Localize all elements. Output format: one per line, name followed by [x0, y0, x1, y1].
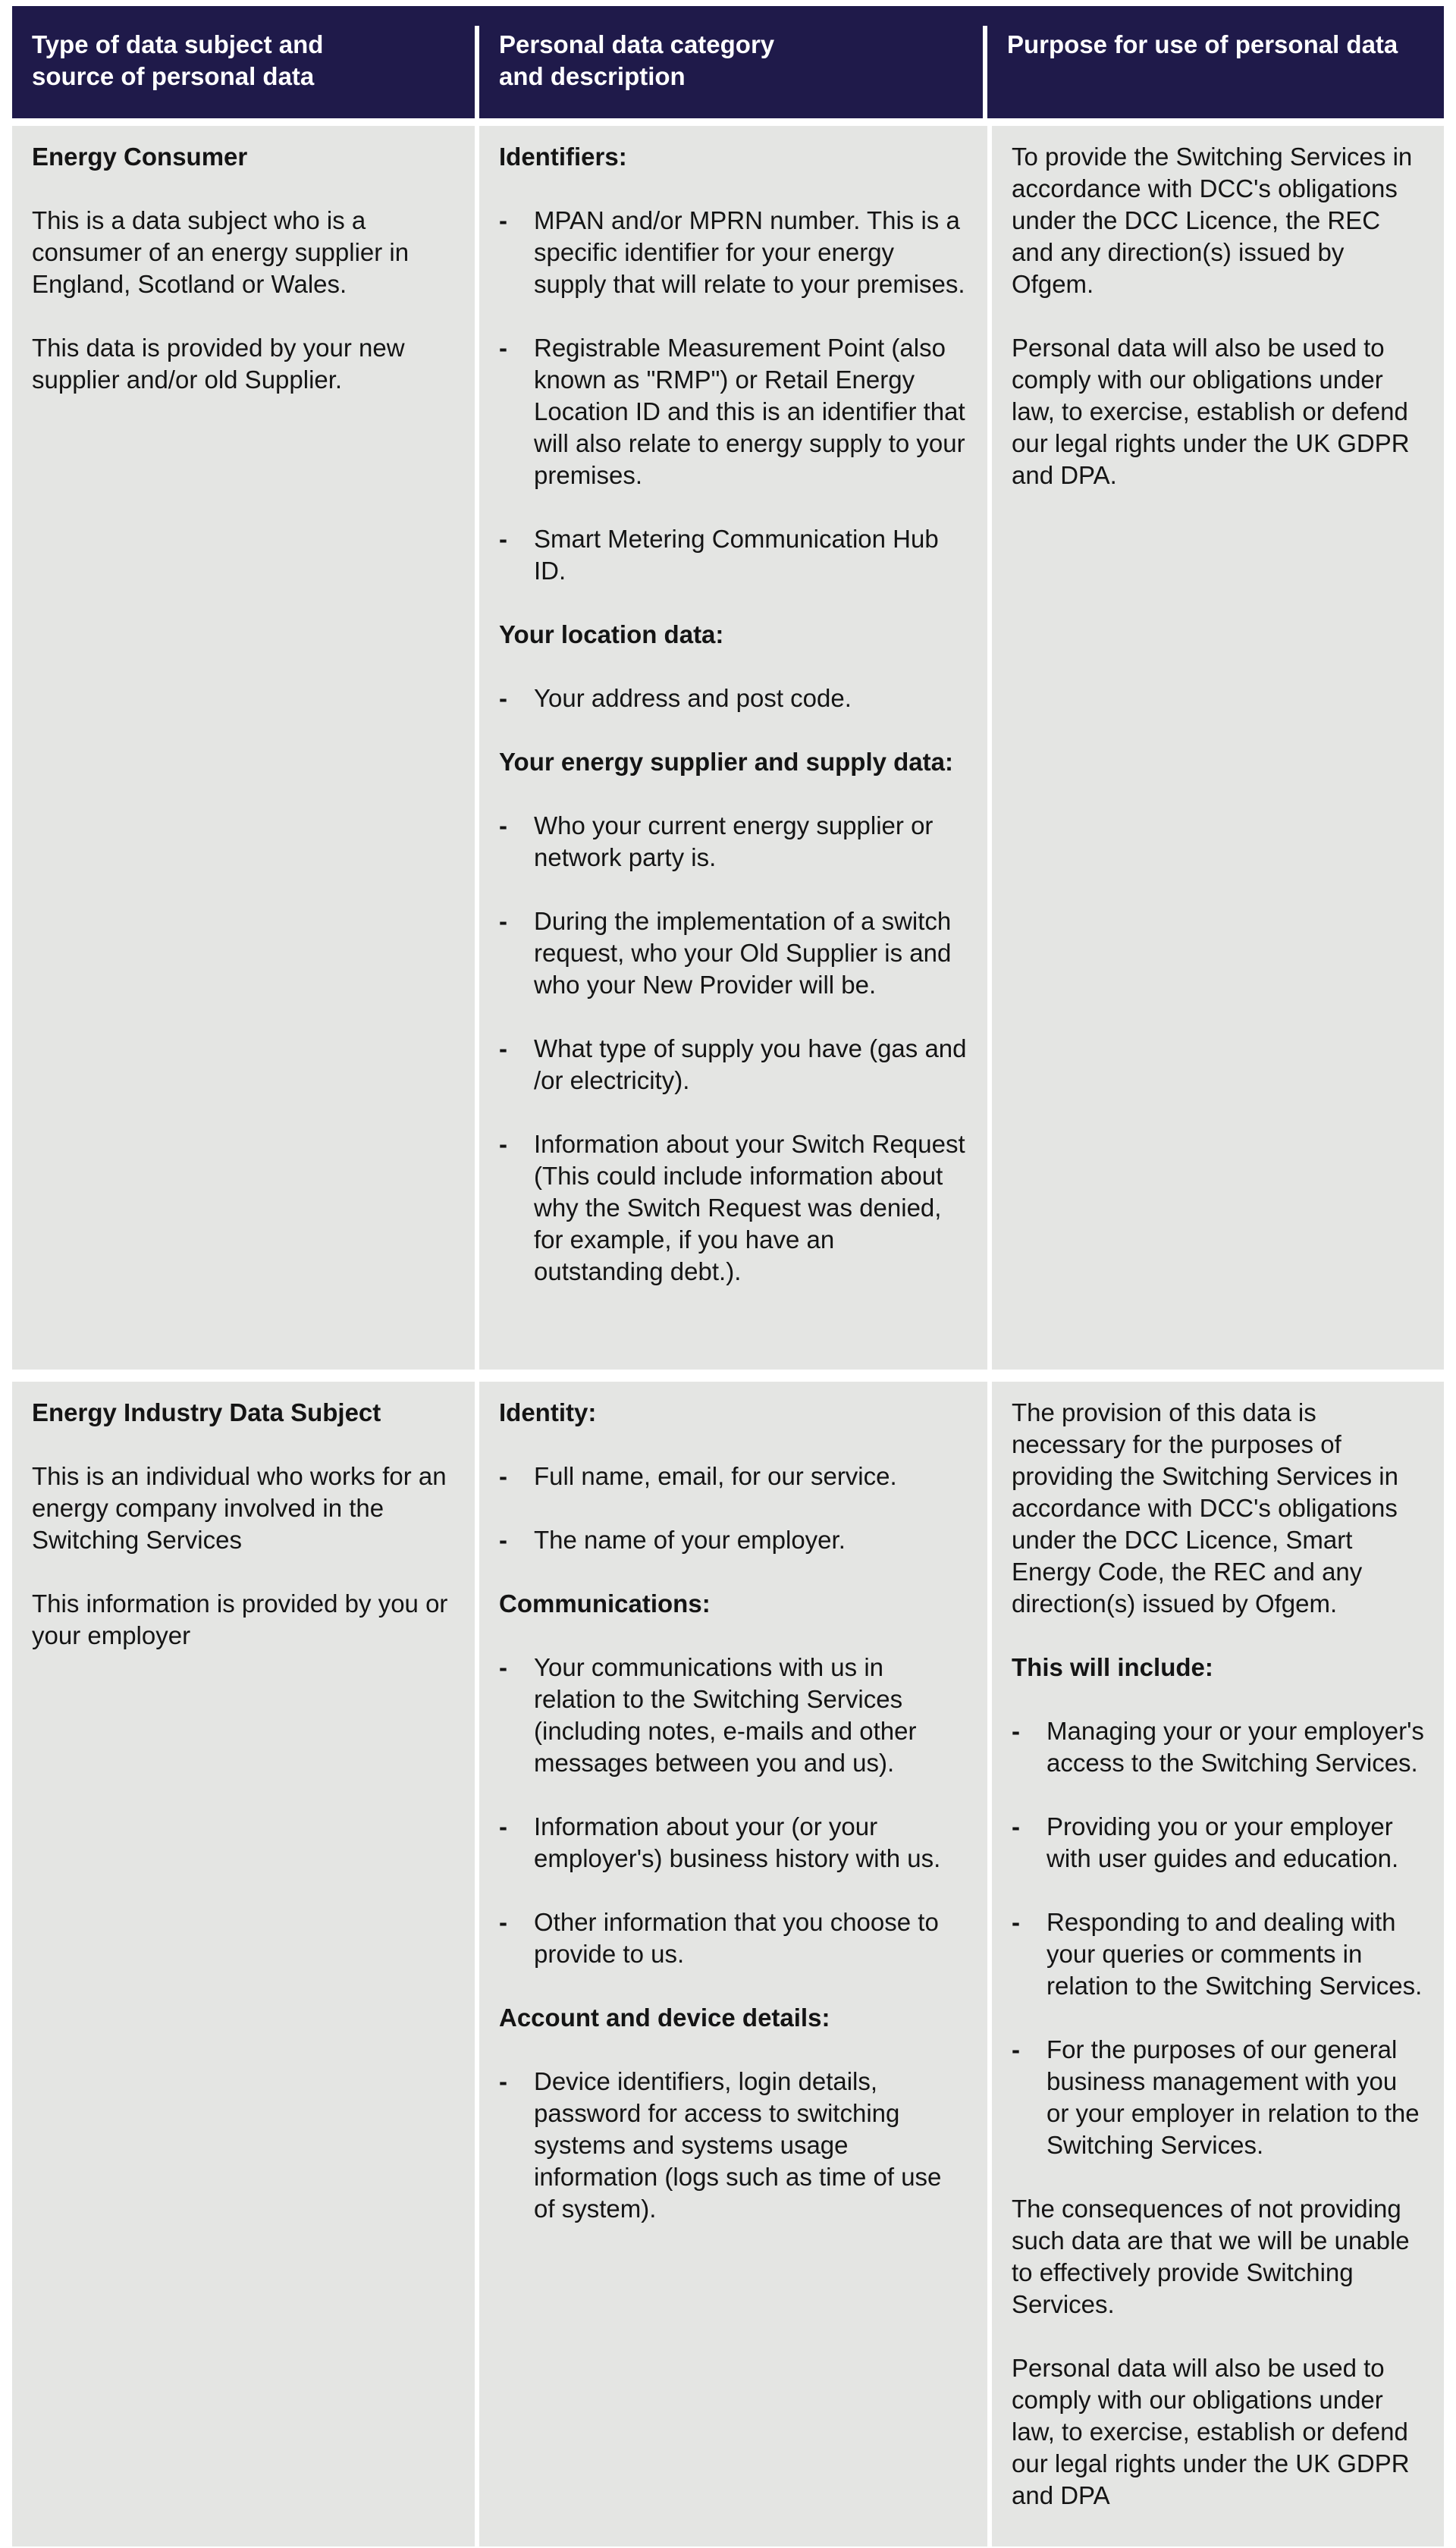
list-item: - Your communications with us in relation to the Switching Services (including notes, e-mails and other messages between you and us). — [499, 1653, 917, 1777]
subject-source: This data is provided by your new supplier and/or old Supplier. — [32, 334, 405, 394]
subject-title: Energy Consumer — [32, 143, 248, 171]
purpose-paragraph: To provide the Switching Services in accordance with DCC's obligations under the DCC Licence, the REC and any direction(s) issued by Ofgem. — [1012, 143, 1413, 298]
purpose-paragraph: Personal data will also be used to comply with our obligations under law, to exercise, establish or defend our legal rights under the UK GDPR and DPA. — [1012, 334, 1410, 489]
table-row — [12, 1382, 1444, 2546]
subject-description: This is a data subject who is a consumer of an energy supplier in England, Scotland or Wales. — [32, 206, 410, 298]
header-col-purpose: Purpose for use of personal data — [983, 6, 1435, 118]
section-heading: Identifiers: — [499, 143, 627, 171]
table-row — [12, 126, 1444, 1370]
list-item: - During the implementation of a switch request, who your Old Supplier is and who your New Provider will be. — [499, 907, 952, 999]
list-item: - MPAN and/or MPRN number. This is a specific identifier for your energy supply that will relate to your premises. — [499, 206, 965, 298]
subject-cell — [12, 1382, 475, 2546]
section-heading: Your energy supplier and supply data: — [499, 748, 953, 776]
account-list — [499, 2066, 968, 2225]
header-col-subject: Type of data subject and source of personal data — [12, 6, 475, 118]
subject-source: This information is provided by you or your employer — [32, 1589, 448, 1649]
list-item: - Full name, email, for our service. — [499, 1462, 897, 1490]
list-item: - For the purposes of our general business management with you or your employer in relation to the Switching Services. — [1012, 2035, 1420, 2159]
list-item: - Device identifiers, login details, password for access to switching systems and systems usage information (logs such as time of use of system). — [499, 2067, 942, 2223]
purpose-cell — [992, 1382, 1444, 2546]
section-heading: Your location data: — [499, 620, 724, 648]
list-item: - Other information that you choose to provide to us. — [499, 1908, 939, 1968]
purpose-cell — [992, 126, 1444, 1370]
section-heading: Account and device details: — [499, 2004, 830, 2032]
purpose-paragraph: Personal data will also be used to comply with our obligations under law, to exercise, establish or defend our legal rights under the UK GDPR and DPA — [1012, 2354, 1410, 2509]
section-heading: Identity: — [499, 1398, 597, 1426]
list-item: - Information about your (or your employer's) business history with us. — [499, 1812, 941, 1872]
identity-list — [499, 1461, 968, 1556]
supplier-list — [499, 810, 968, 1288]
list-item: - What type of supply you have (gas and /or electricity). — [499, 1034, 967, 1094]
category-cell — [479, 126, 987, 1370]
list-item: - Your address and post code. — [499, 684, 852, 712]
header-col-category: Personal data category and description — [475, 6, 983, 118]
data-table — [12, 6, 1444, 2546]
category-cell — [479, 1382, 987, 2546]
list-item: - Managing your or your employer's access to the Switching Services. — [1012, 1717, 1424, 1777]
subject-description: This is an individual who works for an energy company involved in the Switching Services — [32, 1462, 447, 1554]
include-list — [1012, 1715, 1424, 2161]
list-item: - Responding to and dealing with your queries or comments in relation to the Switching Services. — [1012, 1908, 1423, 2000]
communications-list — [499, 1652, 968, 1970]
list-item: - Who your current energy supplier or network party is. — [499, 811, 934, 871]
section-heading: This will include: — [1012, 1653, 1213, 1681]
list-item: - Information about your Switch Request (This could include information about why the Switch Request was denied, for example, if you have an outstanding debt.). — [499, 1130, 965, 1285]
subject-cell — [12, 126, 475, 1370]
purpose-paragraph: The provision of this data is necessary for the purposes of providing the Switching Services in accordance with DCC's obligations under the DCC Licence, Smart Energy Code, the REC and any direction(s) issued by Ofgem. — [1012, 1398, 1398, 1618]
purpose-paragraph: The consequences of not providing such data are that we will be unable to effectively provide Switching Services. — [1012, 2195, 1410, 2318]
location-list — [499, 682, 968, 714]
list-item: - Smart Metering Communication Hub ID. — [499, 525, 939, 585]
identifiers-list — [499, 205, 968, 587]
section-heading: Communications: — [499, 1589, 711, 1618]
list-item: - Providing you or your employer with user guides and education. — [1012, 1812, 1399, 1872]
subject-title: Energy Industry Data Subject — [32, 1398, 381, 1426]
table-header — [12, 6, 1444, 118]
list-item: - The name of your employer. — [499, 1526, 846, 1554]
list-item: - Registrable Measurement Point (also known as "RMP") or Retail Energy Location ID and this is an identifier that will also relate to energy supply to your premises. — [499, 334, 965, 489]
